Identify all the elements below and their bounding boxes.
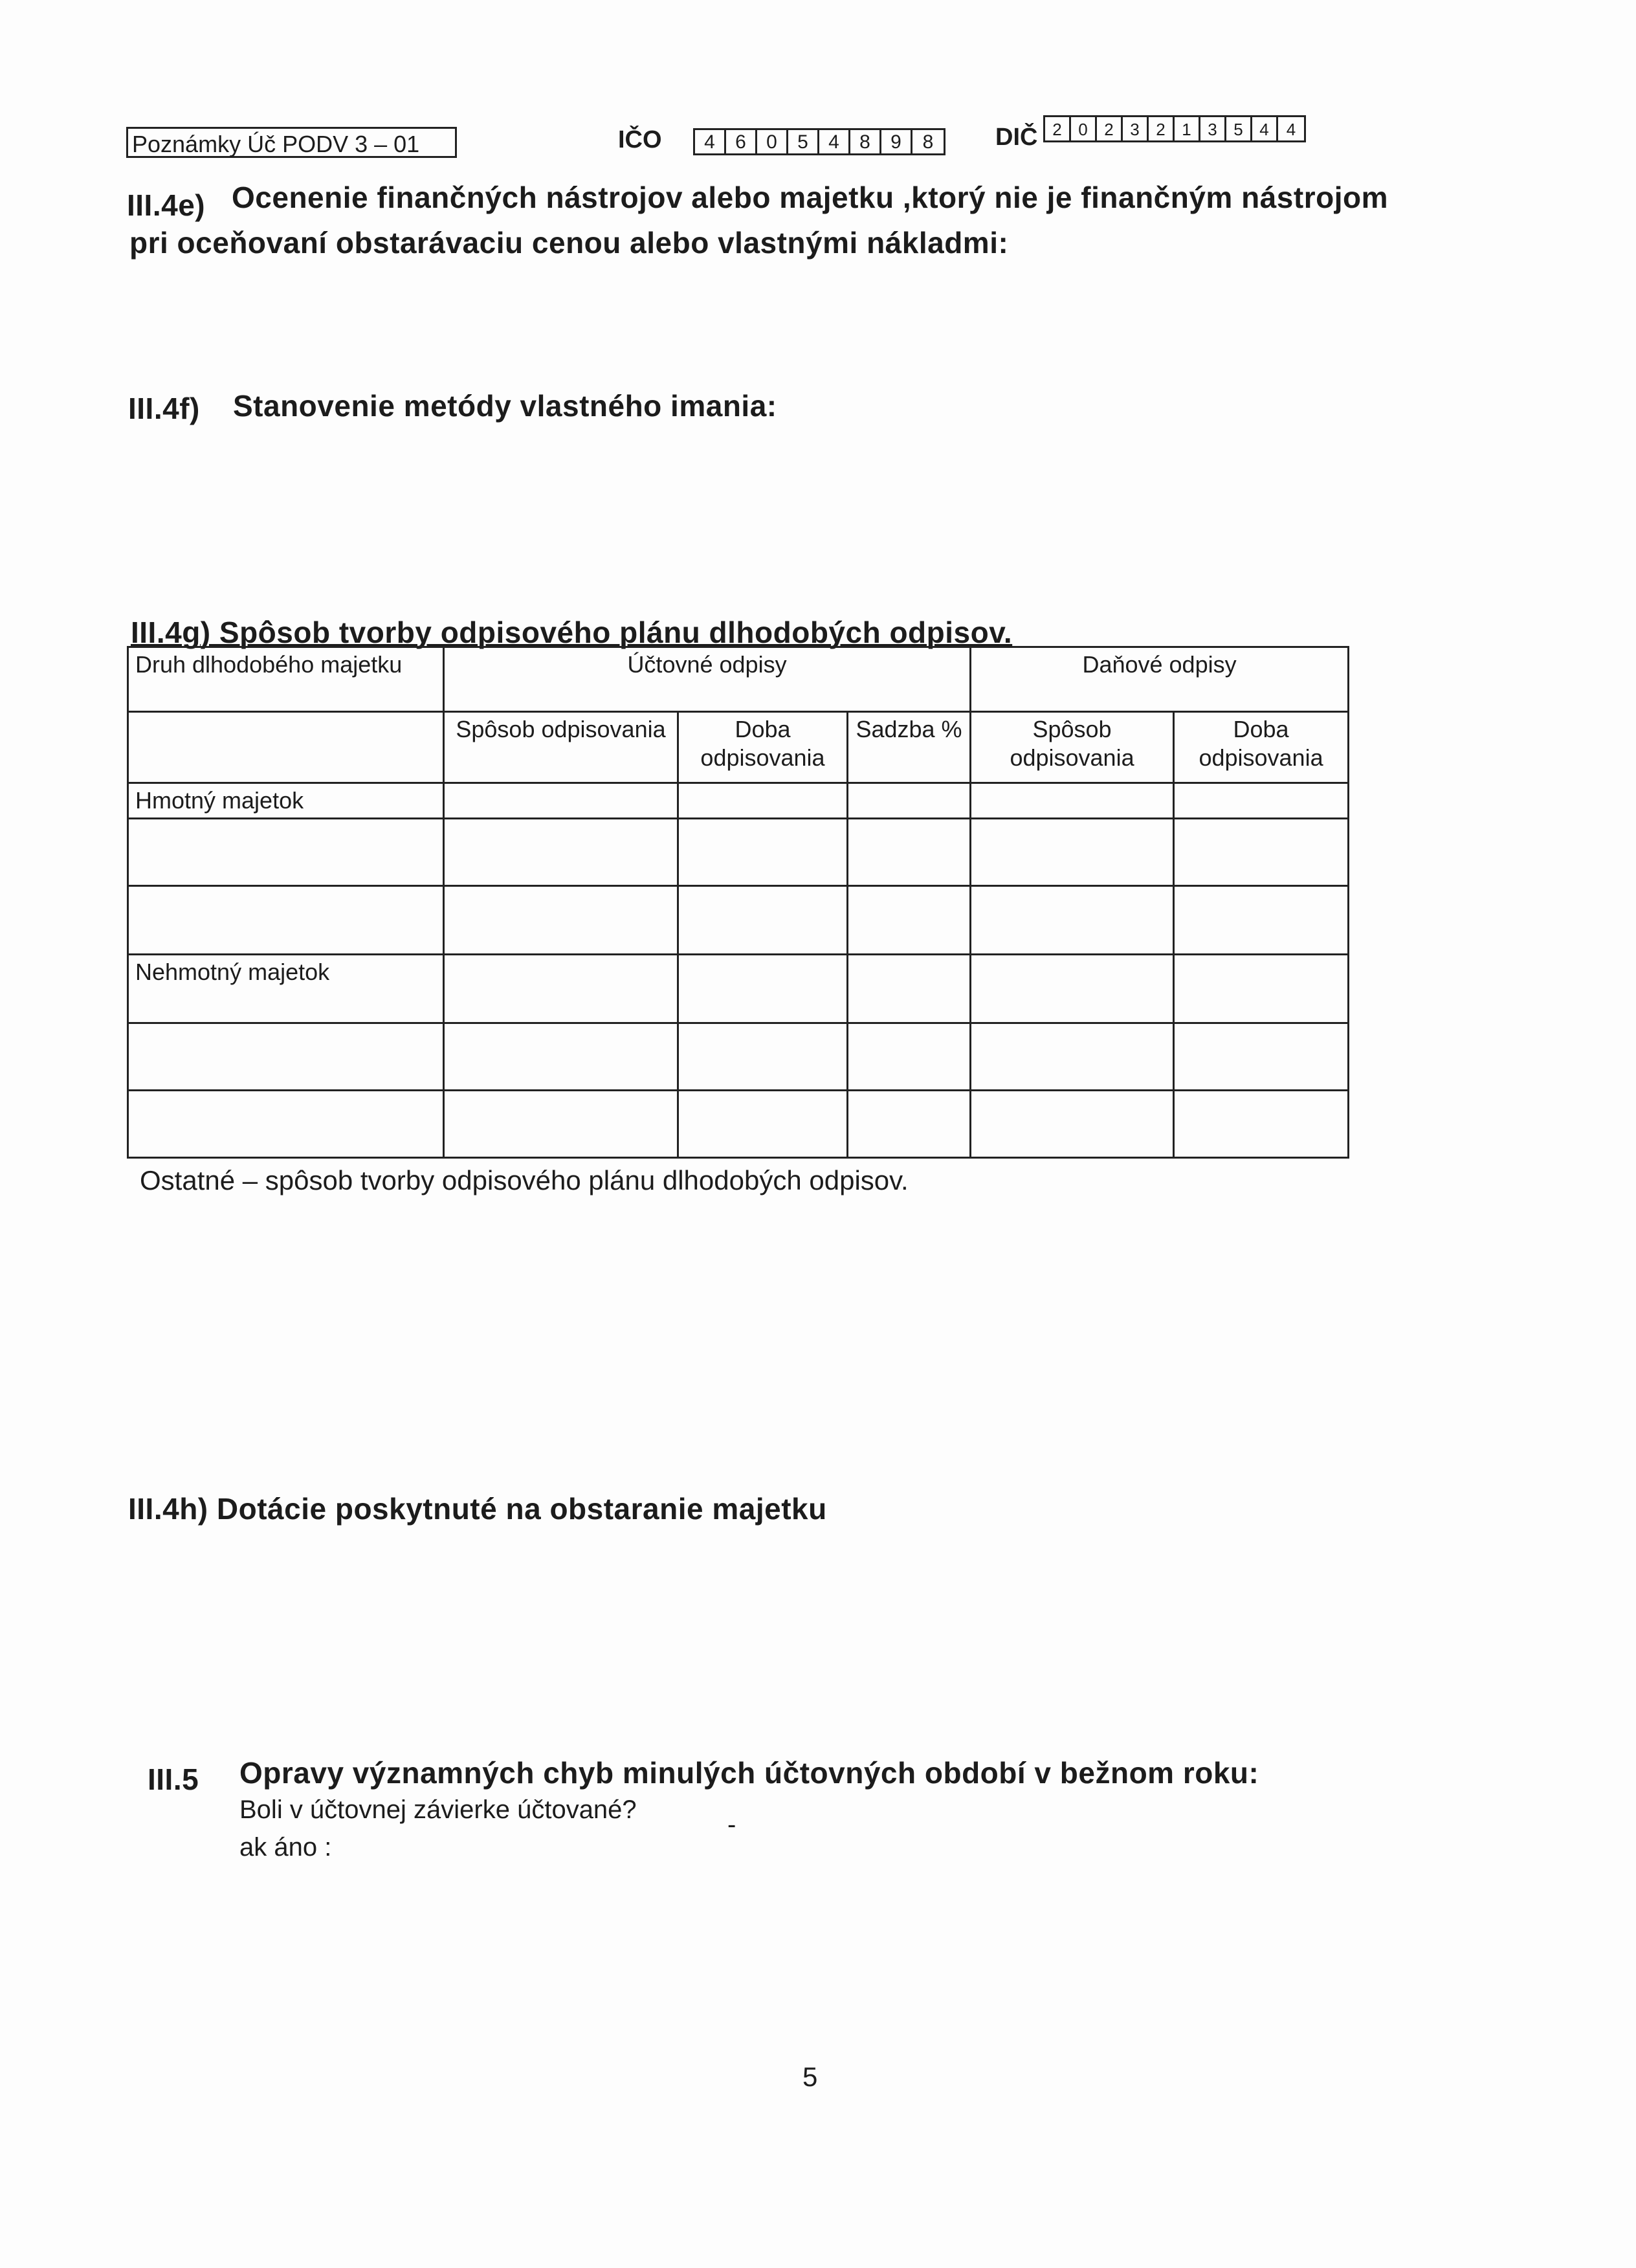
section-5-number: III.5 bbox=[148, 1762, 199, 1796]
table-cell bbox=[128, 1091, 444, 1158]
table-cell bbox=[444, 819, 678, 886]
table-cell bbox=[848, 783, 971, 819]
section-4e-title-line1: Ocenenie finančných nástrojov alebo majetku ,ktorý nie je finančným nástrojom bbox=[232, 181, 1388, 214]
table-cell bbox=[678, 955, 848, 1023]
table-cell bbox=[678, 1023, 848, 1091]
ico-digit: 8 bbox=[922, 131, 934, 153]
section-5-title: Opravy významných chyb minulých účtovných období v bežnom roku: bbox=[239, 1756, 1259, 1790]
ico-digit: 5 bbox=[788, 130, 819, 153]
section-4g-note: Ostatné – spôsob tvorby odpisového plánu dlhodobých odpisov. bbox=[140, 1165, 909, 1195]
table-cell bbox=[971, 955, 1174, 1023]
table-cell bbox=[444, 955, 678, 1023]
table-cell bbox=[128, 886, 444, 955]
table-cell bbox=[1174, 955, 1349, 1023]
table-cell bbox=[1174, 783, 1349, 819]
dic-label: DIČ bbox=[995, 124, 1038, 151]
table-cell bbox=[444, 1023, 678, 1091]
ico-digits bbox=[693, 128, 945, 155]
section-5-answer: - bbox=[727, 1810, 736, 1839]
dic-digit: 2 bbox=[1149, 117, 1175, 140]
table-cell bbox=[1174, 819, 1349, 886]
ico-digit: 0 bbox=[757, 130, 788, 153]
dic-digit: 3 bbox=[1200, 117, 1226, 140]
header-method: Spôsob odpisovania bbox=[444, 712, 678, 783]
table-cell bbox=[971, 1091, 1174, 1158]
header-tax-period: Doba odpisovania bbox=[1174, 712, 1349, 783]
table-cell bbox=[848, 955, 971, 1023]
table-cell bbox=[1174, 886, 1349, 955]
depreciation-plan-table bbox=[127, 646, 1349, 1159]
header-asset-type: Druh dlhodobého majetku bbox=[128, 647, 444, 712]
header-rate: Sadzba % bbox=[848, 712, 971, 783]
table-cell bbox=[971, 886, 1174, 955]
ico-digit: 8 bbox=[850, 130, 881, 153]
dic-digit: 0 bbox=[1071, 117, 1097, 140]
table-cell bbox=[444, 886, 678, 955]
page-number: 5 bbox=[802, 2062, 818, 2092]
form-label: Poznámky Úč PODV 3 – 01 bbox=[126, 127, 457, 158]
table-cell bbox=[444, 783, 678, 819]
dic-digits bbox=[1043, 115, 1306, 142]
table-cell bbox=[971, 1023, 1174, 1091]
dic-digit: 1 bbox=[1175, 117, 1200, 140]
header-tax-depreciation: Daňové odpisy bbox=[971, 647, 1349, 712]
row-label-tangible: Hmotný majetok bbox=[128, 783, 444, 819]
ico-digit: 6 bbox=[726, 130, 757, 153]
ico-digit: 4 bbox=[819, 130, 850, 153]
section-4h-title: III.4h) Dotácie poskytnuté na obstaranie majetku bbox=[128, 1492, 827, 1526]
table-cell bbox=[848, 819, 971, 886]
table-cell bbox=[848, 1091, 971, 1158]
section-5-question: Boli v účtovnej závierke účtované? bbox=[239, 1796, 637, 1824]
table-cell bbox=[848, 1023, 971, 1091]
dic-digit: 5 bbox=[1226, 117, 1252, 140]
table-cell bbox=[128, 819, 444, 886]
table-cell bbox=[971, 819, 1174, 886]
header-accounting-depreciation: Účtovné odpisy bbox=[444, 647, 971, 712]
dic-digit: 2 bbox=[1045, 117, 1071, 140]
dic-digit: 2 bbox=[1097, 117, 1123, 140]
table-cell bbox=[678, 1091, 848, 1158]
table-cell bbox=[1174, 1091, 1349, 1158]
table-cell bbox=[678, 783, 848, 819]
ico-digit: 4 bbox=[695, 130, 726, 153]
table-cell bbox=[678, 819, 848, 886]
table-cell bbox=[848, 886, 971, 955]
dic-digit: 3 bbox=[1123, 117, 1149, 140]
header-tax-method: Spôsob odpisovania bbox=[971, 712, 1174, 783]
table-cell bbox=[128, 1023, 444, 1091]
section-5-if-yes: ak áno : bbox=[239, 1833, 332, 1862]
table-cell bbox=[971, 783, 1174, 819]
section-4e-title-line2: pri oceňovaní obstarávaciu cenou alebo vlastnými nákladmi: bbox=[129, 226, 1009, 260]
ico-digit: 9 bbox=[881, 130, 912, 153]
header-period: Doba odpisovania bbox=[678, 712, 848, 783]
table-cell bbox=[678, 886, 848, 955]
ico-label: IČO bbox=[618, 126, 662, 153]
section-4e-number: III.4e) bbox=[127, 188, 206, 222]
dic-digit: 4 bbox=[1286, 120, 1296, 139]
section-4f-title: Stanovenie metódy vlastného imania: bbox=[233, 389, 777, 423]
dic-digit: 4 bbox=[1252, 117, 1278, 140]
row-label-intangible: Nehmotný majetok bbox=[128, 955, 444, 1023]
section-4f-number: III.4f) bbox=[128, 392, 200, 425]
cell-empty bbox=[128, 712, 444, 783]
table-cell bbox=[1174, 1023, 1349, 1091]
section-4g-title: III.4g) Spôsob tvorby odpisového plánu dlhodobých odpisov. bbox=[131, 616, 1013, 649]
table-cell bbox=[444, 1091, 678, 1158]
